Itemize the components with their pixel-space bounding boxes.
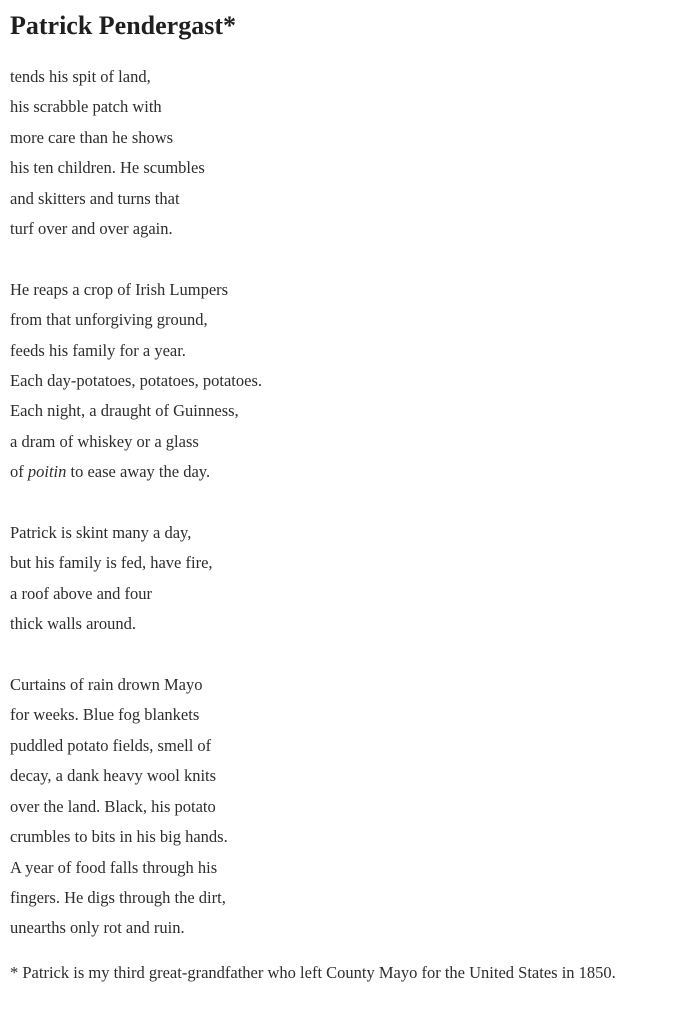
poem-line [10,457,667,487]
poem-line: Each night, a draught of Guinness, [10,401,239,421]
poem-title: Patrick Pendergast* [10,11,237,40]
stanza-4 [10,670,667,944]
poem-line: but his family is fed, have fire, [10,553,213,573]
poem-line: his scrabble patch with [10,97,162,117]
poem-line: Each day-potatoes, potatoes, potatoes. [10,371,263,391]
line-text-before: of [10,462,28,482]
poem-line: puddled potato fields, smell of [10,735,212,755]
poem-line: from that unforgiving ground, [10,310,208,330]
poem-line: unearths only rot and ruin. [10,918,185,938]
poem-line: He reaps a crop of Irish Lumpers [10,279,229,299]
poem-body [10,62,667,944]
poem-line: a roof above and four [10,583,153,603]
poem-line: Curtains of rain drown Mayo [10,675,203,695]
poem-line: feeds his family for a year. [10,340,186,360]
poem-line: crumbles to bits in his big hands. [10,827,228,847]
stanza-2 [10,275,667,488]
poem-line: turf over and over again. [10,219,173,239]
poem-line: thick walls around. [10,614,137,634]
footnote: * Patrick is my third great-grandfather who left County Mayo for the United States in 1850. [10,962,616,982]
poem-line: tends his spit of land, [10,67,151,86]
poem-line: his ten children. He scumbles [10,158,205,178]
poem-line: fingers. He digs through the dirt, [10,887,226,907]
italic-word: poitin [27,462,67,482]
stanza-1 [10,62,667,244]
poem-line: a dram of whiskey or a glass [10,431,199,451]
line-text-after: to ease away the day. [66,462,211,482]
poem-line: more care than he shows [10,127,174,147]
poem-line: over the land. Black, his potato [10,796,216,816]
poem-line: decay, a dank heavy wool knits [10,766,217,786]
poem-line: Patrick is skint many a day, [10,523,192,543]
poem-line: and skitters and turns that [10,188,180,208]
poem-line: A year of food falls through his [10,857,218,877]
poem-line: for weeks. Blue fog blankets [10,705,200,725]
stanza-3 [10,518,667,640]
